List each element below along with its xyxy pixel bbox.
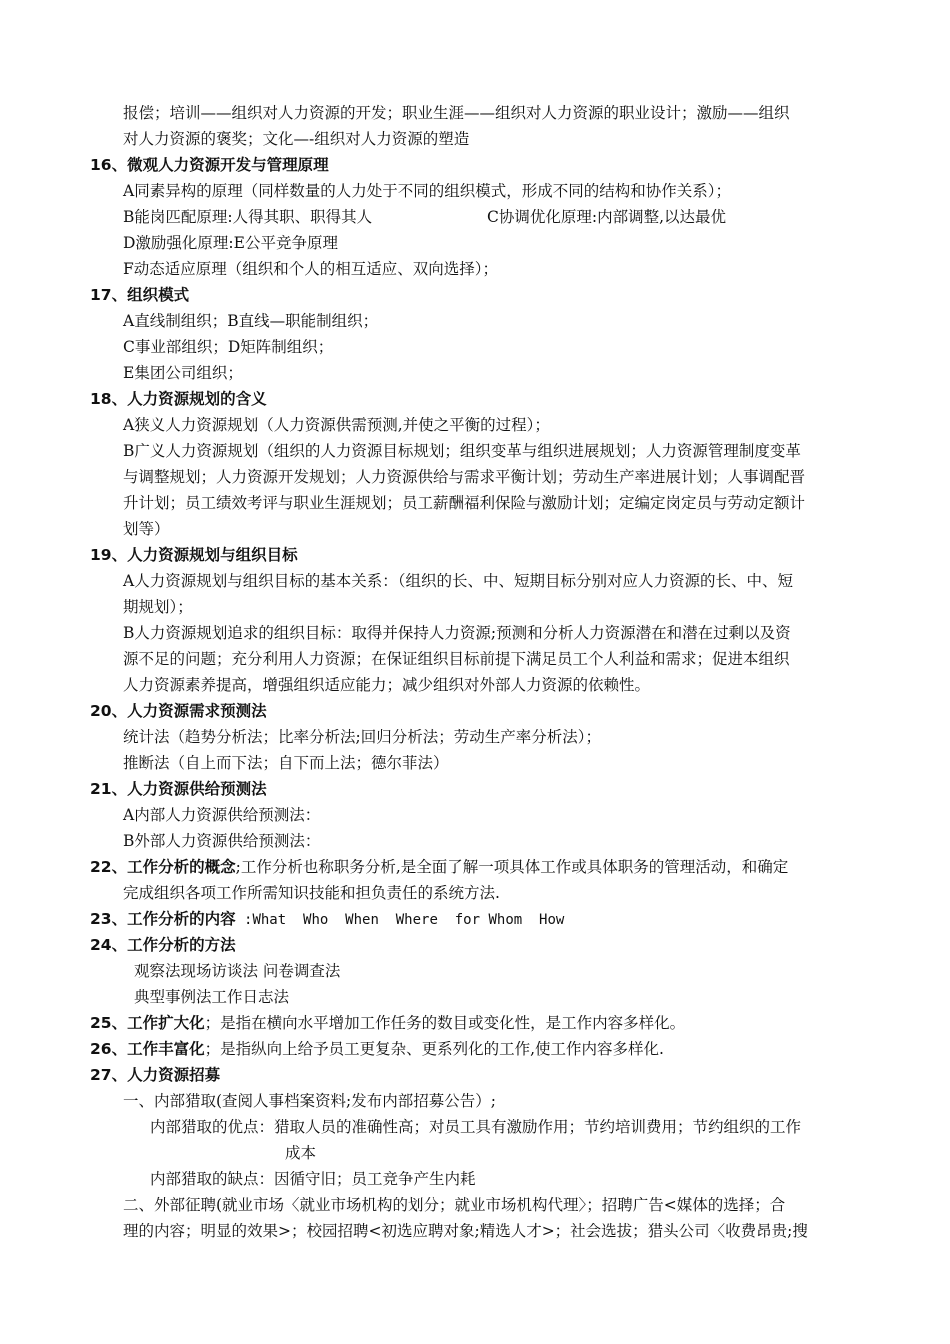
- text-line: 观察法现场访谈法 问卷调查法: [134, 962, 341, 980]
- section-title: 工作分析的概念: [127, 858, 236, 876]
- text-line: 内部猎取的缺点：因循守旧；员工竞争产生内耗: [150, 1170, 476, 1188]
- text-line: 期规划）；: [123, 598, 193, 616]
- text-line: 人力资源素养提高，增强组织适应能力；减少组织对外部人力资源的依赖性。: [123, 676, 651, 694]
- section-number: 17、: [90, 286, 128, 304]
- text-line: A内部人力资源供给预测法：: [123, 806, 321, 824]
- section-title: 人力资源招募: [127, 1066, 221, 1084]
- section-heading-21: [90, 779, 267, 799]
- section-heading-20: [90, 701, 267, 721]
- text-line: 理的内容；明显的效果>；校园招聘<初选应聘对象;精选人才>；社会选拔；猎头公司〈收费昂贵;搜: [123, 1222, 808, 1240]
- section-title: 工作丰富化: [127, 1040, 205, 1058]
- text-line: C协调优化原理:内部调整,以达最优: [487, 208, 727, 226]
- text-line: 内部猎取的优点：猎取人员的准确性高；对员工具有激励作用；节约培训费用；节约组织的工作: [150, 1118, 802, 1136]
- section-heading-26: [90, 1039, 664, 1059]
- section-title: 工作分析的内容: [127, 910, 236, 928]
- section-number: 18、: [90, 390, 128, 408]
- text-line: 升计划；员工绩效考评与职业生涯规划；员工薪酬福利保险与激励计划；定编定岗定员与劳动定额计: [123, 494, 806, 512]
- text-line: 完成组织各项工作所需知识技能和担负责任的系统方法.: [123, 884, 500, 902]
- section-text: ；是指在横向水平增加工作任务的数目或变化性，是工作内容多样化。: [204, 1014, 686, 1032]
- text-line: 统计法（趋势分析法；比率分析法;回归分析法；劳动生产率分析法）；: [123, 728, 601, 746]
- text-line: 二、外部征聘(就业市场〈就业市场机构的划分；就业市场机构代理〉；招聘广告<媒体的选择；合: [123, 1196, 786, 1214]
- section-text: ;工作分析也称职务分析,是全面了解一项具体工作或具体职务的管理活动，和确定: [235, 858, 789, 876]
- text-line: 推断法（自上而下法；自下而上法；德尔菲法）: [123, 754, 449, 772]
- section-number: 19、: [90, 546, 128, 564]
- text-line: B能岗匹配原理:人得其职、职得其人: [123, 208, 373, 226]
- section-number: 24、: [90, 936, 128, 954]
- section-heading-18: [90, 389, 267, 409]
- text-line: A直线制组织；B直线—职能制组织；: [123, 312, 379, 330]
- section-title: 人力资源规划与组织目标: [127, 546, 298, 564]
- text-line: 典型事例法工作日志法: [134, 988, 290, 1006]
- text-line: B广义人力资源规划（组织的人力资源目标规划；组织变革与组织进展规划；人力资源管理制度变革: [123, 442, 801, 460]
- text-line: 与调整规划；人力资源开发规划；人力资源供给与需求平衡计划；劳动生产率进展计划；人事调配晋: [123, 468, 806, 486]
- section-title: 人力资源规划的含义: [127, 390, 267, 408]
- text-line: 一、内部猎取(查阅人事档案资料;发布内部招募公告）;: [123, 1092, 496, 1110]
- section-title: 人力资源需求预测法: [127, 702, 267, 720]
- text-line: A同素异构的原理（同样数量的人力处于不同的组织模式，形成不同的结构和协作关系）；: [123, 182, 731, 200]
- section-heading-25: [90, 1013, 685, 1033]
- section-title: 微观人力资源开发与管理原理: [127, 156, 329, 174]
- text-line: 划等）: [123, 520, 170, 538]
- text-line: 成本: [285, 1144, 317, 1162]
- text-line: 报偿；培训——组织对人力资源的开发；职业生涯——组织对人力资源的职业设计；激励——组织: [123, 104, 790, 122]
- section-heading-19: [90, 545, 298, 565]
- section-number: 20、: [90, 702, 128, 720]
- section-title: 工作分析的方法: [127, 936, 236, 954]
- section-number: 25、: [90, 1014, 128, 1032]
- section-heading-23: [90, 909, 564, 930]
- section-title: 工作扩大化: [127, 1014, 205, 1032]
- text-line: F动态适应原理（组织和个人的相互适应、双向选择）；: [123, 260, 499, 278]
- text-line: E集团公司组织；: [123, 364, 243, 382]
- section-text: :What Who When Where for Whom How: [235, 912, 565, 928]
- section-title: 组织模式: [127, 286, 190, 304]
- section-text: ；是指纵向上给予员工更复杂、更系列化的工作,使工作内容多样化.: [204, 1040, 664, 1058]
- section-heading-16: [90, 155, 329, 175]
- text-line: B外部人力资源供给预测法：: [123, 832, 321, 850]
- text-line: A狭义人力资源规划（人力资源供需预测,并使之平衡的过程）；: [123, 416, 550, 434]
- section-number: 16、: [90, 156, 128, 174]
- text-line: A人力资源规划与组织目标的基本关系：（组织的长、中、短期目标分别对应人力资源的长、中、短: [123, 572, 793, 590]
- section-number: 27、: [90, 1066, 128, 1084]
- section-heading-24: [90, 935, 236, 955]
- section-heading-27: [90, 1065, 220, 1085]
- text-line: B人力资源规划追求的组织目标：取得并保持人力资源;预测和分析人力资源潜在和潜在过剩以及资: [123, 624, 791, 642]
- section-number: 26、: [90, 1040, 128, 1058]
- section-number: 21、: [90, 780, 128, 798]
- text-line: C事业部组织；D矩阵制组织；: [123, 338, 334, 356]
- text-line: 对人力资源的褒奖；文化—-组织对人力资源的塑造: [123, 130, 470, 148]
- section-number: 23、: [90, 910, 128, 928]
- section-title: 人力资源供给预测法: [127, 780, 267, 798]
- text-line: D激励强化原理:E公平竞争原理: [123, 234, 338, 252]
- section-number: 22、: [90, 858, 128, 876]
- text-line: 源不足的问题；充分利用人力资源；在保证组织目标前提下满足员工个人利益和需求；促进本组织: [123, 650, 790, 668]
- section-heading-22: [90, 857, 788, 877]
- section-heading-17: [90, 285, 189, 305]
